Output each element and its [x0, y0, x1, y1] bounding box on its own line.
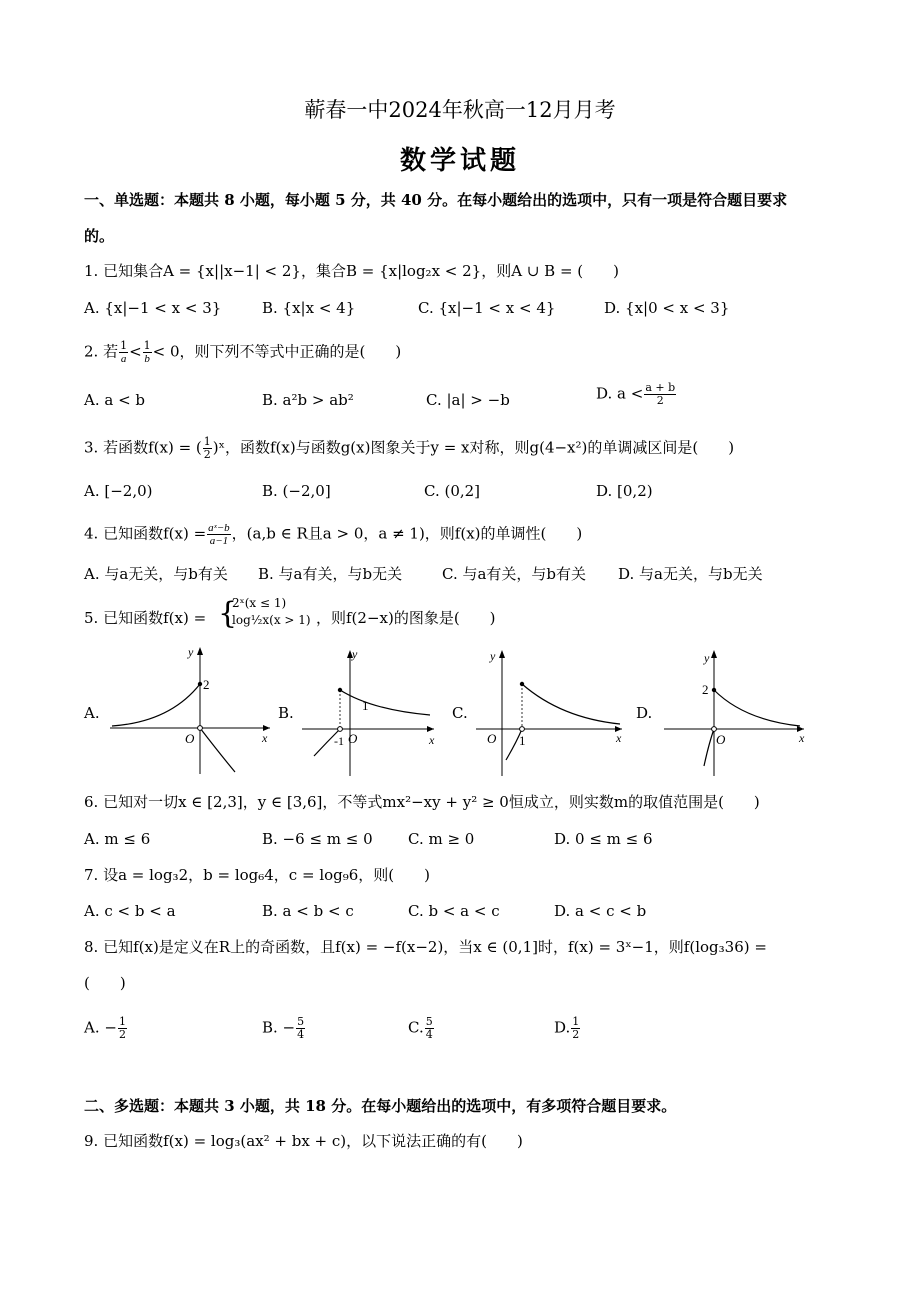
- q5b-y-label: y: [352, 648, 358, 661]
- q3-stem: 3. 若函数f(x) = ( $\frac{1}{2}$ )ˣ，函数f(x)与函数g(x)图象关于y = x对称，则g(4−x²)的单调减区间是( ): [84, 435, 735, 461]
- q6-option-a[interactable]: A. m ≤ 6: [84, 830, 151, 848]
- q6-stem: 6. 已知对一切x ∈ [2,3]，y ∈ [3,6]，不等式mx²−xy + y² ≥ 0恒成立，则实数m的取值范围是( ): [84, 793, 760, 811]
- q6-option-b[interactable]: B. −6 ≤ m ≤ 0: [262, 830, 373, 848]
- q8-answer-paren: ( ): [84, 974, 126, 992]
- q5-graph-c[interactable]: [476, 648, 632, 776]
- q5-case2: log½x(x > 1): [232, 613, 311, 627]
- q5-option-a[interactable]: A.: [84, 704, 100, 722]
- q5-graph-d[interactable]: [664, 648, 814, 776]
- q8-stem: 8. 已知f(x)是定义在R上的奇函数，且f(x) = −f(x−2)，当x ∈ (0,1]时，f(x) = 3ˣ−1，则f(log₃36) =: [84, 938, 767, 956]
- q1-option-d[interactable]: D. {x|0 < x < 3}: [604, 299, 730, 317]
- q4-stem: 4. 已知函数f(x) = $\frac{\text{aˣ−b}}{a-1}$ ，(a,b ∈ R且a > 0，a ≠ 1)，则f(x)的单调性( ): [84, 522, 583, 547]
- q4-option-a[interactable]: A. 与a无关，与b有关: [84, 565, 228, 583]
- q6-option-c[interactable]: C. m ≥ 0: [408, 830, 475, 848]
- q5c-y-label: y: [490, 649, 496, 663]
- q5d-x-label: x: [799, 731, 805, 745]
- q2-option-a[interactable]: A. a < b: [84, 391, 146, 409]
- q1-stem: 1. 已知集合A = {x||x−1| < 2}，集合B = {x|log₂x < 2}，则A ∪ B = ( ): [84, 262, 619, 280]
- q3-option-c[interactable]: C. (0,2]: [424, 482, 481, 500]
- q8-option-d[interactable]: D. $\frac{1}{2}$: [554, 1015, 580, 1041]
- q5-graph-b[interactable]: [302, 648, 444, 776]
- q5b-x-label: x: [429, 733, 435, 747]
- q8-option-c[interactable]: C. $\frac{5}{4}$: [408, 1015, 433, 1041]
- q7-stem: 7. 设a = log₃2，b = log₆4，c = log₉6，则( ): [84, 866, 431, 884]
- q5-stem-post: ，则f(2−x)的图象是( ): [316, 609, 496, 627]
- q1-option-b[interactable]: B. {x|x < 4}: [262, 299, 356, 317]
- q5-option-d[interactable]: D.: [636, 704, 653, 722]
- q8-option-a[interactable]: A. − $\frac{1}{2}$: [84, 1015, 126, 1041]
- q3-option-b[interactable]: B. (−2,0]: [262, 482, 331, 500]
- section1-heading-cont: 的。: [84, 227, 115, 245]
- q1-option-a[interactable]: A. {x|−1 < x < 3}: [84, 299, 222, 317]
- q5-stem-pre: 5. 已知函数f(x) =: [84, 609, 207, 627]
- q5c-x-label: x: [616, 731, 622, 745]
- school-exam-title: 蕲春一中2024年秋高一12月月考: [304, 98, 616, 122]
- q5a-x-label: x: [262, 731, 268, 745]
- q5-brace: {: [218, 596, 238, 631]
- q4-option-d[interactable]: D. 与a无关，与b无关: [618, 565, 763, 583]
- q1-option-c[interactable]: C. {x|−1 < x < 4}: [418, 299, 556, 317]
- q2-option-d[interactable]: D. a < $\frac{a + b}{2}$: [596, 381, 676, 407]
- q5c-origin: O: [487, 731, 497, 746]
- q4-option-b[interactable]: B. 与a有关，与b无关: [258, 565, 403, 583]
- q5-graph-a[interactable]: [110, 644, 280, 774]
- q8-option-b[interactable]: B. − $\frac{5}{4}$: [262, 1015, 305, 1041]
- q2-stem: 2. 若 $\frac{1}{a}$ < $\frac{1}{b}$ < 0，则下列不等式中正确的是( ): [84, 339, 402, 365]
- q5-option-c[interactable]: C.: [452, 704, 468, 722]
- q5d-tick: 2: [702, 682, 709, 697]
- q2-option-c[interactable]: C. |a| > −b: [426, 391, 510, 409]
- q5b-origin: O: [348, 731, 358, 746]
- q9-stem: 9. 已知函数f(x) = log₃(ax² + bx + c)，以下说法正确的有( ): [84, 1132, 523, 1150]
- q5a-y-label: y: [188, 645, 194, 659]
- q5b-tick-neg1: -1: [334, 734, 344, 748]
- q5b-tick-1: 1: [362, 698, 369, 713]
- section1-heading: 一、单选题：本题共 8 小题，每小题 5 分，共 40 分。在每小题给出的选项中，只有一项是符合题目要求: [84, 191, 788, 209]
- q5-case1: 2ˣ(x ≤ 1): [232, 596, 287, 610]
- subject-title: 数学试题: [399, 146, 520, 176]
- q5a-tick: 2: [203, 677, 210, 692]
- q6-option-d[interactable]: D. 0 ≤ m ≤ 6: [554, 830, 653, 848]
- q7-option-c[interactable]: C. b < a < c: [408, 902, 500, 920]
- q3-option-a[interactable]: A. [−2,0): [84, 482, 153, 500]
- q3-option-d[interactable]: D. [0,2): [596, 482, 653, 500]
- section2-heading: 二、多选题：本题共 3 小题，共 18 分。在每小题给出的选项中，有多项符合题目要求。: [84, 1097, 677, 1115]
- q5d-y-label: y: [704, 651, 710, 665]
- q7-option-a[interactable]: A. c < b < a: [84, 902, 176, 920]
- q5a-origin: O: [185, 731, 195, 746]
- q2-option-b[interactable]: B. a²b > ab²: [262, 391, 354, 409]
- q5c-tick: 1: [519, 733, 526, 748]
- q5-option-b[interactable]: B.: [278, 704, 294, 722]
- q5d-origin: O: [716, 732, 726, 747]
- q7-option-b[interactable]: B. a < b < c: [262, 902, 354, 920]
- q4-option-c[interactable]: C. 与a有关，与b有关: [442, 565, 587, 583]
- q7-option-d[interactable]: D. a < c < b: [554, 902, 647, 920]
